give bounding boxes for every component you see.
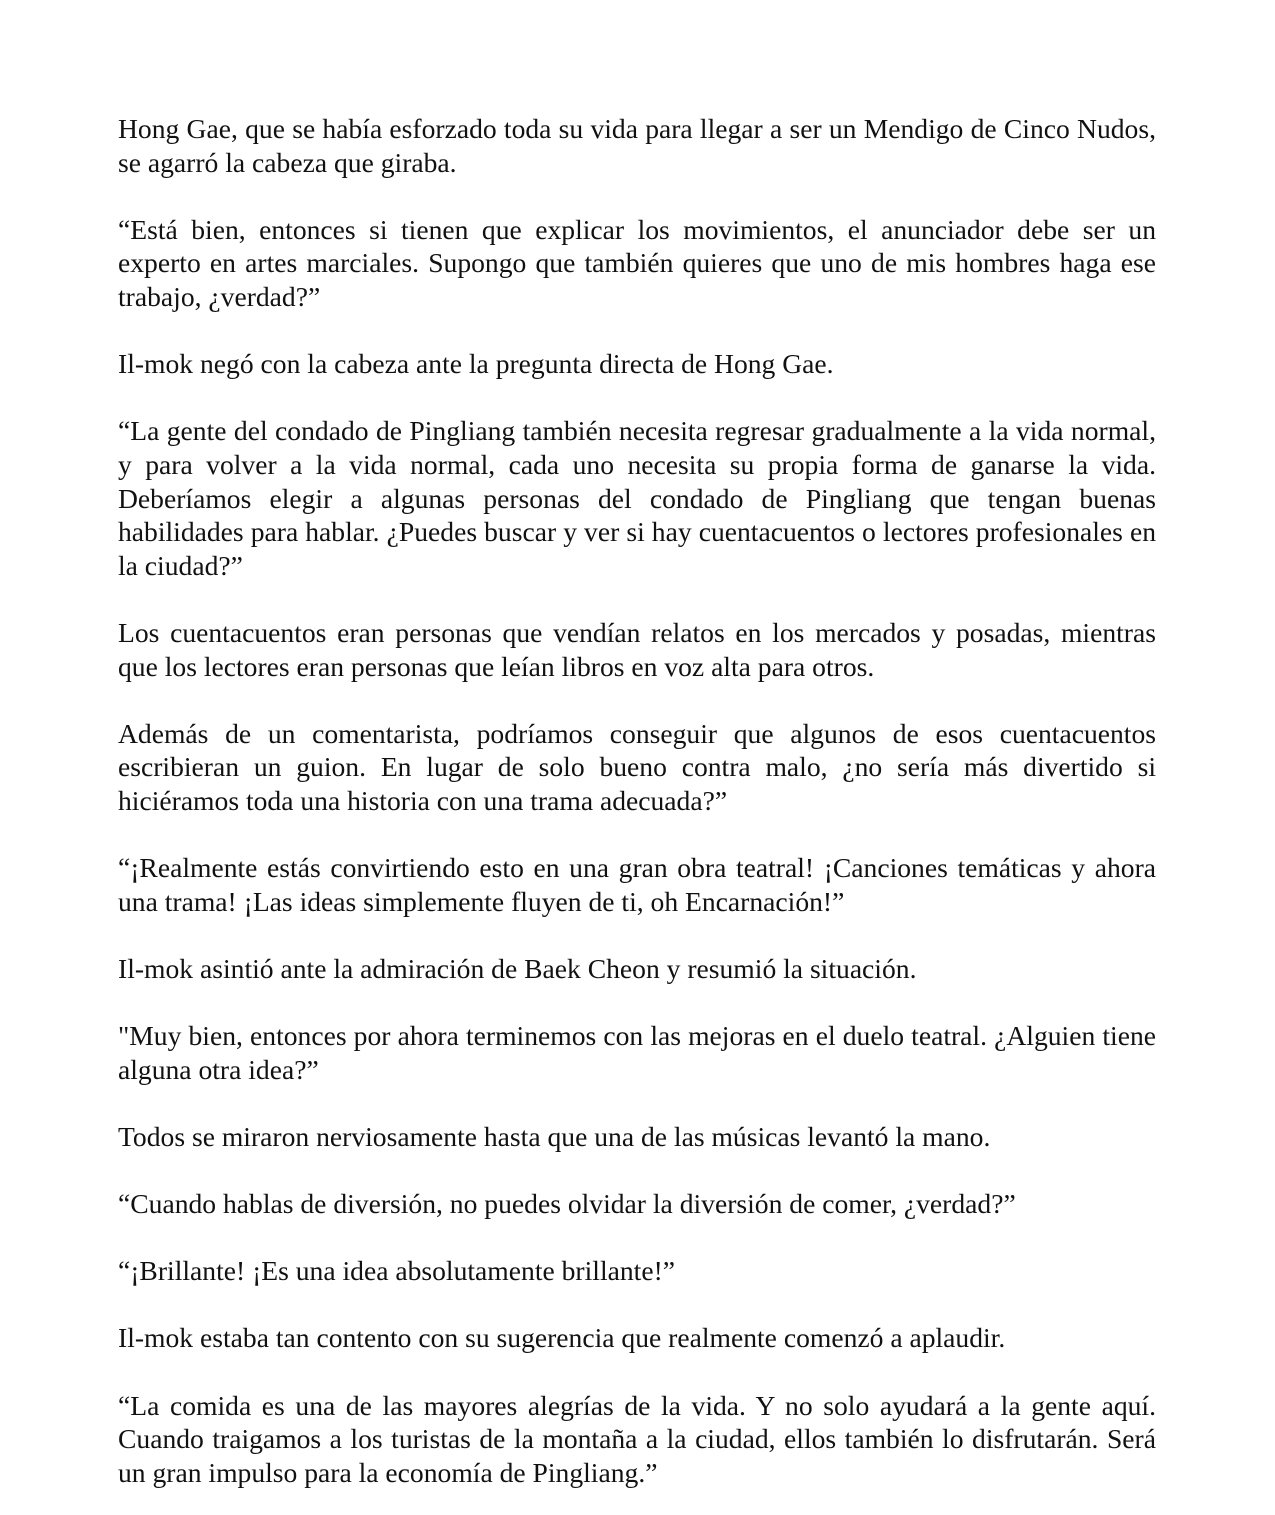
paragraph-4: “La gente del condado de Pingliang también necesita regresar gradualmente a la vida normal, y para volver a la vida normal, cada uno necesita su propia forma de ganarse la vida. Deberíamos elegir a algunas personas del condado de Pingliang que tengan buenas habilidades para hablar. ¿Puedes buscar y ver si hay cuentacuentos o lectores profesionales en la ciudad?” <box>118 415 1156 581</box>
paragraph-7: “¡Realmente estás convirtiendo esto en una gran obra teatral! ¡Canciones temáticas y ahora una trama! ¡Las ideas simplemente fluyen de ti, oh Encarnación!” <box>118 852 1156 917</box>
paragraph-14: “La comida es una de las mayores alegrías de la vida. Y no solo ayudará a la gente aquí. Cuando traigamos a los turistas de la montaña a la ciudad, ellos también lo disfrutarán. Será un gran impulso para la economía de Pingliang.” <box>118 1389 1156 1488</box>
paragraph-13: Il-mok estaba tan contento con su sugerencia que realmente comenzó a aplaudir. <box>118 1322 1006 1354</box>
paragraph-12: “¡Brillante! ¡Es una idea absolutamente brillante!” <box>118 1255 676 1287</box>
document-page <box>118 112 1156 1489</box>
paragraph-8: Il-mok asintió ante la admiración de Baek Cheon y resumió la situación. <box>118 952 917 984</box>
paragraph-6: Además de un comentarista, podríamos conseguir que algunos de esos cuentacuentos escribieran un guion. En lugar de solo bueno contra malo, ¿no sería más divertido si hiciéramos toda una historia con una trama adecuada?” <box>118 717 1156 816</box>
paragraph-9: "Muy bien, entonces por ahora terminemos con las mejoras en el duelo teatral. ¿Alguien tiene alguna otra idea?” <box>118 1020 1156 1085</box>
paragraph-1: Hong Gae, que se había esforzado toda su vida para llegar a ser un Mendigo de Cinco Nudos, se agarró la cabeza que giraba. <box>118 113 1156 178</box>
paragraph-2: “Está bien, entonces si tienen que explicar los movimientos, el anunciador debe ser un experto en artes marciales. Supongo que también quieres que uno de mis hombres haga ese trabajo, ¿verdad?” <box>118 213 1156 312</box>
paragraph-10: Todos se miraron nerviosamente hasta que una de las músicas levantó la mano. <box>118 1120 991 1152</box>
paragraph-3: Il-mok negó con la cabeza ante la pregunta directa de Hong Gae. <box>118 348 834 380</box>
paragraph-11: “Cuando hablas de diversión, no puedes olvidar la diversión de comer, ¿verdad?” <box>118 1188 1016 1219</box>
paragraph-5: Los cuentacuentos eran personas que vendían relatos en los mercados y posadas, mientras que los lectores eran personas que leían libros en voz alta para otros. <box>118 616 1156 682</box>
